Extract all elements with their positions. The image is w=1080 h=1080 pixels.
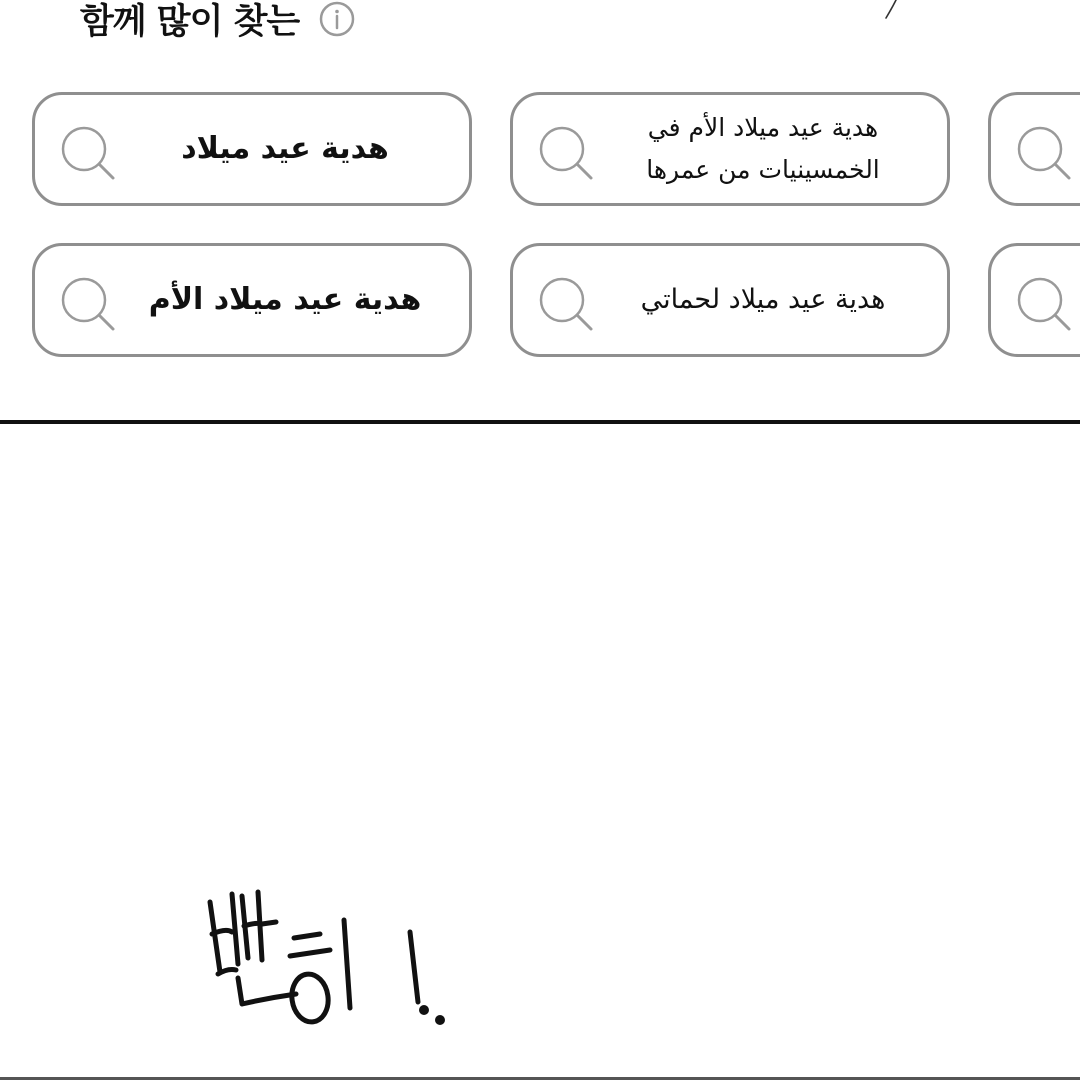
search-icon [1013,274,1077,334]
search-suggestion-chip[interactable] [32,243,472,357]
search-suggestion-chip[interactable] [988,243,1080,357]
header-title: 함께 많이 찾는 [80,2,300,42]
search-icon [535,274,599,334]
sound-effect-lettering [198,880,458,1040]
chip-label: هدية عيد ميلاد الأم [148,282,422,317]
search-suggestion-chip[interactable] [510,92,950,206]
search-suggestion-chip[interactable] [988,92,1080,206]
panel-divider [0,420,1080,424]
related-searches-header [80,0,355,44]
search-icon [57,274,121,334]
chip-label: هدية عيد ميلاد الأم في الخمسينيات من عمرها [646,113,880,184]
chip-label: هدية عيد ميلاد [181,131,389,166]
search-icon [1013,123,1077,183]
pen-stroke-mark [884,0,898,20]
search-suggestion-chip[interactable] [32,92,472,206]
search-suggestion-chip[interactable] [510,243,950,357]
search-icon [535,123,599,183]
chip-label: هدية عيد ميلاد لحماتي [640,284,886,315]
search-icon [57,123,121,183]
info-icon[interactable] [319,1,355,37]
